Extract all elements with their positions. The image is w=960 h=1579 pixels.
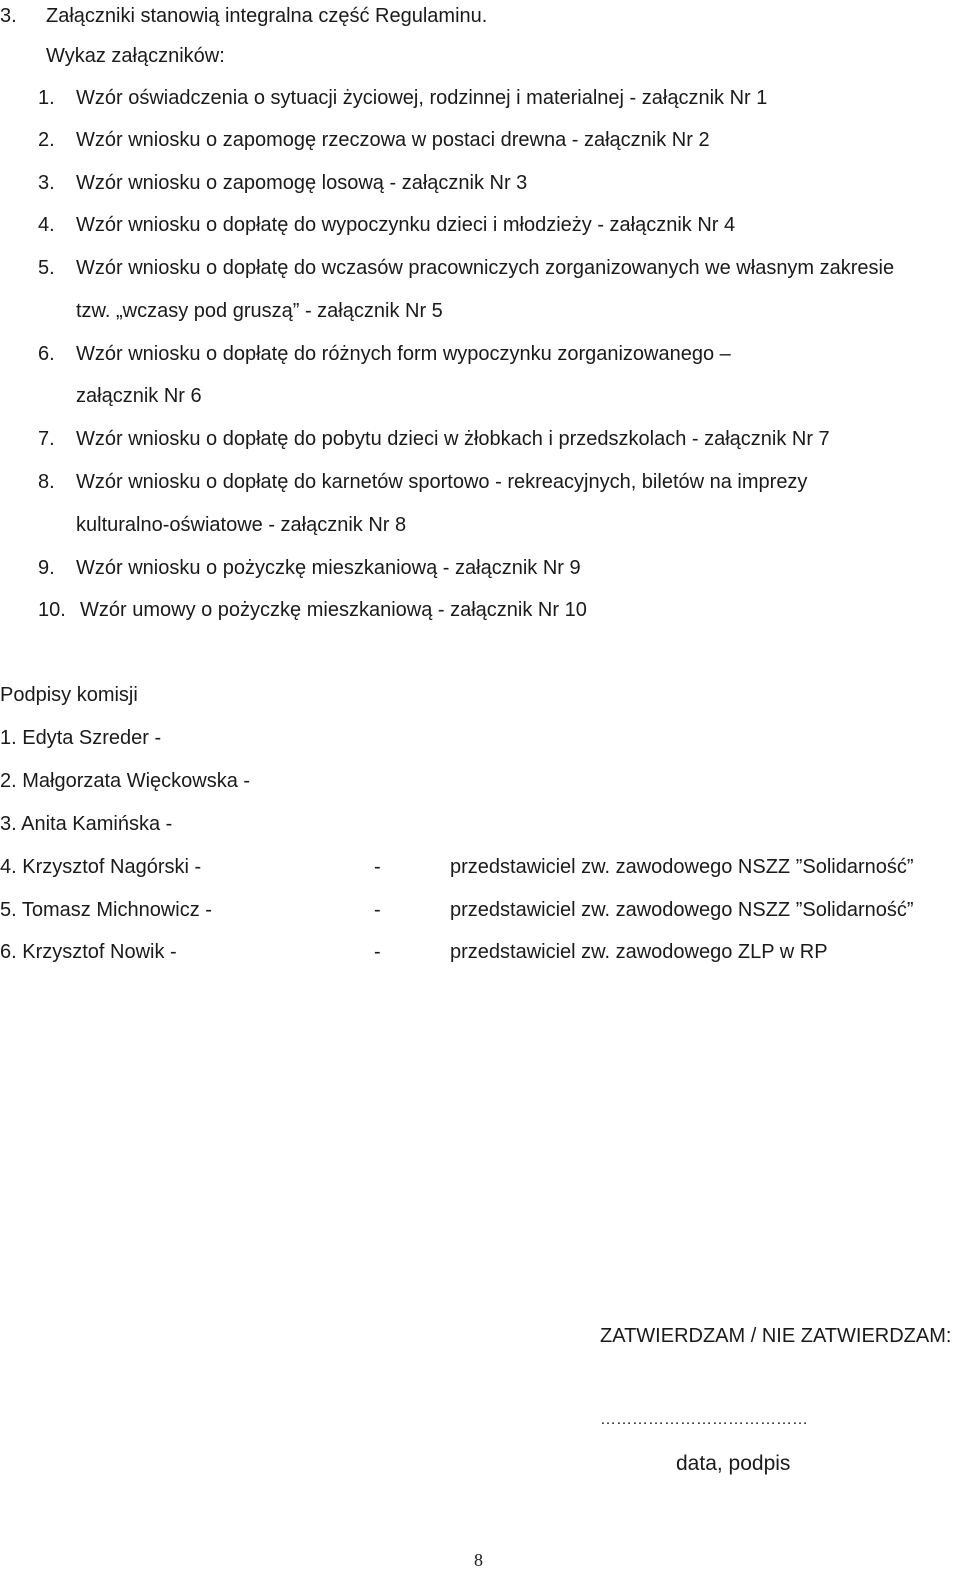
approval-text: ZATWIERDZAM / NIE ZATWIERDZAM:: [600, 1325, 952, 1347]
separator-dash: -: [374, 941, 381, 963]
item-number: 8.: [38, 471, 55, 493]
item-text: Wzór umowy o pożyczkę mieszkaniową - załącznik Nr 10: [80, 599, 587, 621]
member-name: 6. Krzysztof Nowik -: [0, 941, 177, 963]
member-name: 5. Tomasz Michnowicz -: [0, 899, 212, 921]
item-number: 10.: [38, 599, 66, 621]
item-number: 2.: [38, 129, 55, 151]
item-text: Wzór wniosku o dopłatę do różnych form wypoczynku zorganizowanego –: [76, 343, 731, 365]
member-name: 1. Edyta Szreder -: [0, 727, 162, 749]
item-text: Wzór wniosku o dopłatę do wczasów pracowniczych zorganizowanych we własnym zakresie: [76, 257, 895, 279]
item-text: Wzór wniosku o dopłatę do karnetów sportowo - rekreacyjnych, biletów na imprezy: [76, 471, 808, 493]
list-heading: Wykaz załączników:: [46, 45, 225, 67]
item-number: 9.: [38, 557, 55, 579]
signature-caption: data, podpis: [676, 1452, 791, 1475]
member-role: przedstawiciel zw. zawodowego NSZZ ”Solidarność”: [450, 899, 914, 921]
signatures-heading: Podpisy komisji: [0, 684, 138, 706]
item-number: 3.: [38, 172, 55, 194]
item-text: Wzór wniosku o zapomogę losową - załącznik Nr 3: [76, 172, 528, 194]
section-text: Załączniki stanowią integralna część Regulaminu.: [46, 5, 488, 27]
item-number: 1.: [38, 87, 55, 109]
item-text-continued: tzw. „wczasy pod gruszą” - załącznik Nr 5: [76, 300, 443, 322]
item-text: Wzór wniosku o pożyczkę mieszkaniową - załącznik Nr 9: [76, 557, 581, 579]
separator-dash: -: [374, 856, 381, 878]
item-text: Wzór wniosku o zapomogę rzeczowa w postaci drewna - załącznik Nr 2: [76, 129, 710, 151]
item-number: 5.: [38, 257, 55, 279]
item-number: 7.: [38, 428, 55, 450]
item-text: Wzór oświadczenia o sytuacji życiowej, rodzinnej i materialnej - załącznik Nr 1: [76, 87, 768, 109]
item-text: Wzór wniosku o dopłatę do wypoczynku dzieci i młodzieży - załącznik Nr 4: [76, 214, 736, 236]
section-number: 3.: [0, 5, 17, 27]
item-text: Wzór wniosku o dopłatę do pobytu dzieci w żłobkach i przedszkolach - załącznik Nr 7: [76, 428, 830, 450]
member-role: przedstawiciel zw. zawodowego NSZZ ”Solidarność”: [450, 856, 914, 878]
member-name: 2. Małgorzata Więckowska -: [0, 770, 251, 792]
item-number: 4.: [38, 214, 55, 236]
separator-dash: -: [374, 899, 381, 921]
item-text-continued: załącznik Nr 6: [76, 385, 202, 407]
item-number: 6.: [38, 343, 55, 365]
page-number: 8: [474, 1550, 483, 1570]
member-name: 4. Krzysztof Nagórski -: [0, 856, 202, 878]
signature-dots: …………………………………: [600, 1411, 808, 1428]
member-name: 3. Anita Kamińska -: [0, 813, 173, 835]
item-text-continued: kulturalno-oświatowe - załącznik Nr 8: [76, 514, 407, 536]
member-role: przedstawiciel zw. zawodowego ZLP w RP: [450, 941, 828, 963]
